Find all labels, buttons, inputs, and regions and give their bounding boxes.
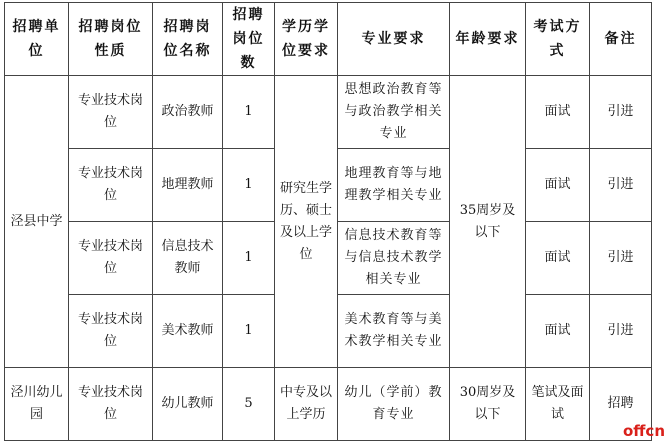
major-cell: 美术教育等与美术教学相关专业 <box>338 295 450 368</box>
header-row <box>5 3 652 76</box>
header-unit: 招聘单位 <box>5 3 69 76</box>
major-cell: 思想政治教育等与政治教学相关专业 <box>338 76 450 149</box>
exam-cell: 面试 <box>526 149 590 222</box>
count-cell: 1 <box>223 149 275 222</box>
position-nature-cell: 专业技术岗位 <box>69 295 153 368</box>
header-exam: 考试方式 <box>526 3 590 76</box>
exam-cell: 笔试及面试 <box>526 368 590 441</box>
exam-cell: 面试 <box>526 76 590 149</box>
unit-cell: 泾县中学 <box>5 76 69 368</box>
header-education: 学历学位要求 <box>275 3 338 76</box>
exam-cell: 面试 <box>526 222 590 295</box>
remark-cell: 引进 <box>590 149 652 222</box>
count-cell: 1 <box>223 76 275 149</box>
header-remark: 备注 <box>590 3 652 76</box>
unit-cell: 泾川幼儿园 <box>5 368 69 441</box>
position-nature-cell: 专业技术岗位 <box>69 368 153 441</box>
remark-cell: 引进 <box>590 222 652 295</box>
position-name-cell: 政治教师 <box>153 76 223 149</box>
recruitment-table <box>4 2 652 441</box>
header-age: 年龄要求 <box>450 3 526 76</box>
header-position-name: 招聘岗位名称 <box>153 3 223 76</box>
remark-cell: 引进 <box>590 76 652 149</box>
offcn-watermark: offcn <box>622 422 665 440</box>
count-cell: 1 <box>223 222 275 295</box>
header-count: 招聘岗位数 <box>223 3 275 76</box>
header-major: 专业要求 <box>338 3 450 76</box>
age-cell: 30周岁及以下 <box>450 368 526 441</box>
exam-cell: 面试 <box>526 295 590 368</box>
header-position-nature: 招聘岗位性质 <box>69 3 153 76</box>
major-cell: 信息技术教育等与信息技术教学相关专业 <box>338 222 450 295</box>
position-nature-cell: 专业技术岗位 <box>69 149 153 222</box>
major-cell: 地理教育等与地理教学相关专业 <box>338 149 450 222</box>
education-cell: 中专及以上学历 <box>275 368 338 441</box>
remark-cell: 引进 <box>590 295 652 368</box>
position-name-cell: 信息技术教师 <box>153 222 223 295</box>
table-row <box>5 76 652 149</box>
remark-cell: 招聘 <box>590 368 652 441</box>
education-cell: 研究生学历、硕士及以上学位 <box>275 76 338 368</box>
position-nature-cell: 专业技术岗位 <box>69 222 153 295</box>
position-name-cell: 美术教师 <box>153 295 223 368</box>
age-cell: 35周岁及以下 <box>450 76 526 368</box>
major-cell: 幼儿（学前）教育专业 <box>338 368 450 441</box>
position-name-cell: 地理教师 <box>153 149 223 222</box>
position-nature-cell: 专业技术岗位 <box>69 76 153 149</box>
table-row <box>5 368 652 441</box>
count-cell: 1 <box>223 295 275 368</box>
position-name-cell: 幼儿教师 <box>153 368 223 441</box>
count-cell: 5 <box>223 368 275 441</box>
